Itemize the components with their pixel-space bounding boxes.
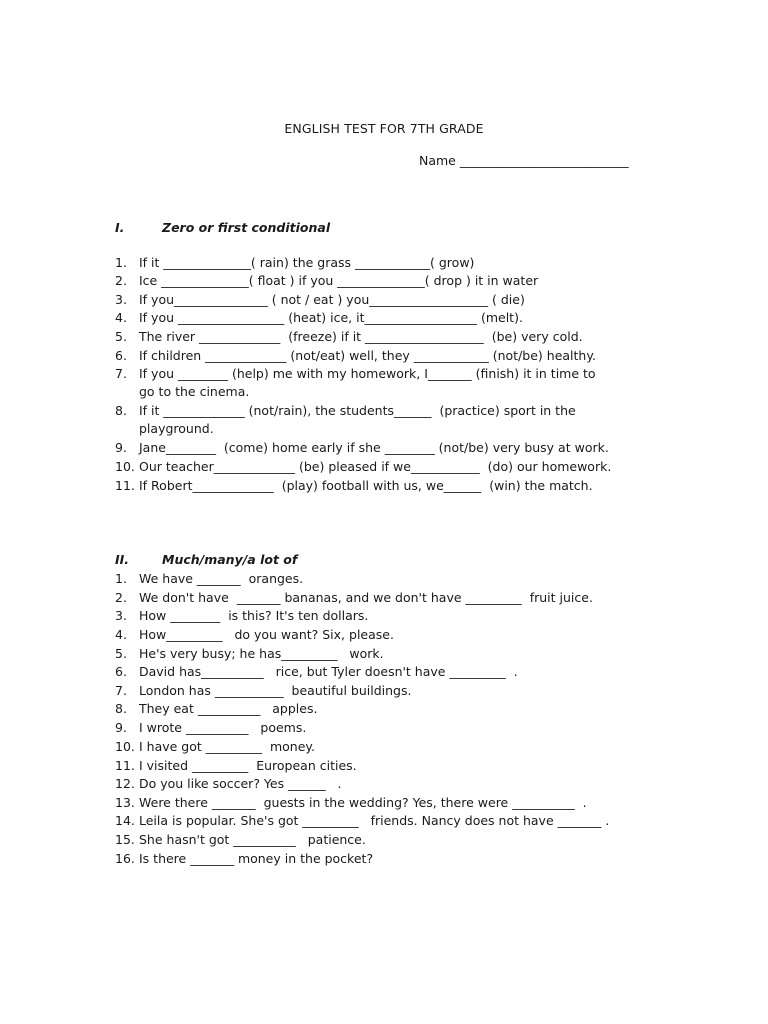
list-item: 1. We have _______ oranges. xyxy=(115,571,304,586)
list-item: 8. They eat __________ apples. xyxy=(115,701,318,716)
list-item-continuation: go to the cinema. xyxy=(139,384,250,399)
list-item: 5. The river _____________ (freeze) if it ___________________ (be) very cold. xyxy=(115,329,583,344)
section-2-numeral: II. xyxy=(115,552,130,567)
list-item: 14. Leila is popular. She's got _________ friends. Nancy does not have _______ . xyxy=(115,813,610,828)
list-item: 5. He's very busy; he has_________ work. xyxy=(115,646,384,661)
name-field: Name ___________________________ xyxy=(419,153,629,168)
list-item: 3. If you_______________ ( not / eat ) you___________________ ( die) xyxy=(115,292,525,307)
list-item: 7. If you ________ (help) me with my homework, I_______ (finish) it in time to xyxy=(115,366,596,381)
list-item: 13. Were there _______ guests in the wedding? Yes, there were __________ . xyxy=(115,795,587,810)
list-item: 2. Ice ______________( float ) if you ______________( drop ) it in water xyxy=(115,273,539,288)
list-item: 3. How ________ is this? It's ten dollars. xyxy=(115,608,369,623)
list-item: 11. If Robert_____________ (play) football with us, we______ (win) the match. xyxy=(115,478,593,493)
list-item: 12. Do you like soccer? Yes ______ . xyxy=(115,776,342,791)
list-item: 6. If children _____________ (not/eat) well, they ____________ (not/be) healthy. xyxy=(115,348,596,363)
section-1-title: Zero or first conditional xyxy=(162,220,331,235)
list-item: 11. I visited _________ European cities. xyxy=(115,758,357,773)
section-2-heading xyxy=(115,552,297,567)
list-item: 9. I wrote __________ poems. xyxy=(115,720,307,735)
section-1-numeral: I. xyxy=(115,220,125,235)
list-item: 10. I have got _________ money. xyxy=(115,739,315,754)
section-1-heading xyxy=(115,220,330,235)
list-item: 16. Is there _______ money in the pocket? xyxy=(115,851,374,866)
list-item: 15. She hasn't got __________ patience. xyxy=(115,832,366,847)
list-item: 6. David has__________ rice, but Tyler doesn't have _________ . xyxy=(115,664,518,679)
list-item-continuation: playground. xyxy=(139,421,214,436)
list-item: 7. London has ___________ beautiful buildings. xyxy=(115,683,412,698)
list-item: 2. We don't have _______ bananas, and we don't have _________ fruit juice. xyxy=(115,590,593,605)
list-item: 4. How_________ do you want? Six, please. xyxy=(115,627,394,642)
page-title: ENGLISH TEST FOR 7TH GRADE xyxy=(284,121,484,136)
list-item: 9. Jane________ (come) home early if she ________ (not/be) very busy at work. xyxy=(115,440,609,455)
section-2-title: Much/many/a lot of xyxy=(162,552,298,567)
list-item: 10. Our teacher_____________ (be) pleased if we___________ (do) our homework. xyxy=(115,459,612,474)
list-item: 4. If you _________________ (heat) ice, it__________________ (melt). xyxy=(115,310,523,325)
list-item: 1. If it ______________( rain) the grass ____________( grow) xyxy=(115,255,475,270)
list-item: 8. If it _____________ (not/rain), the students______ (practice) sport in the xyxy=(115,403,576,418)
